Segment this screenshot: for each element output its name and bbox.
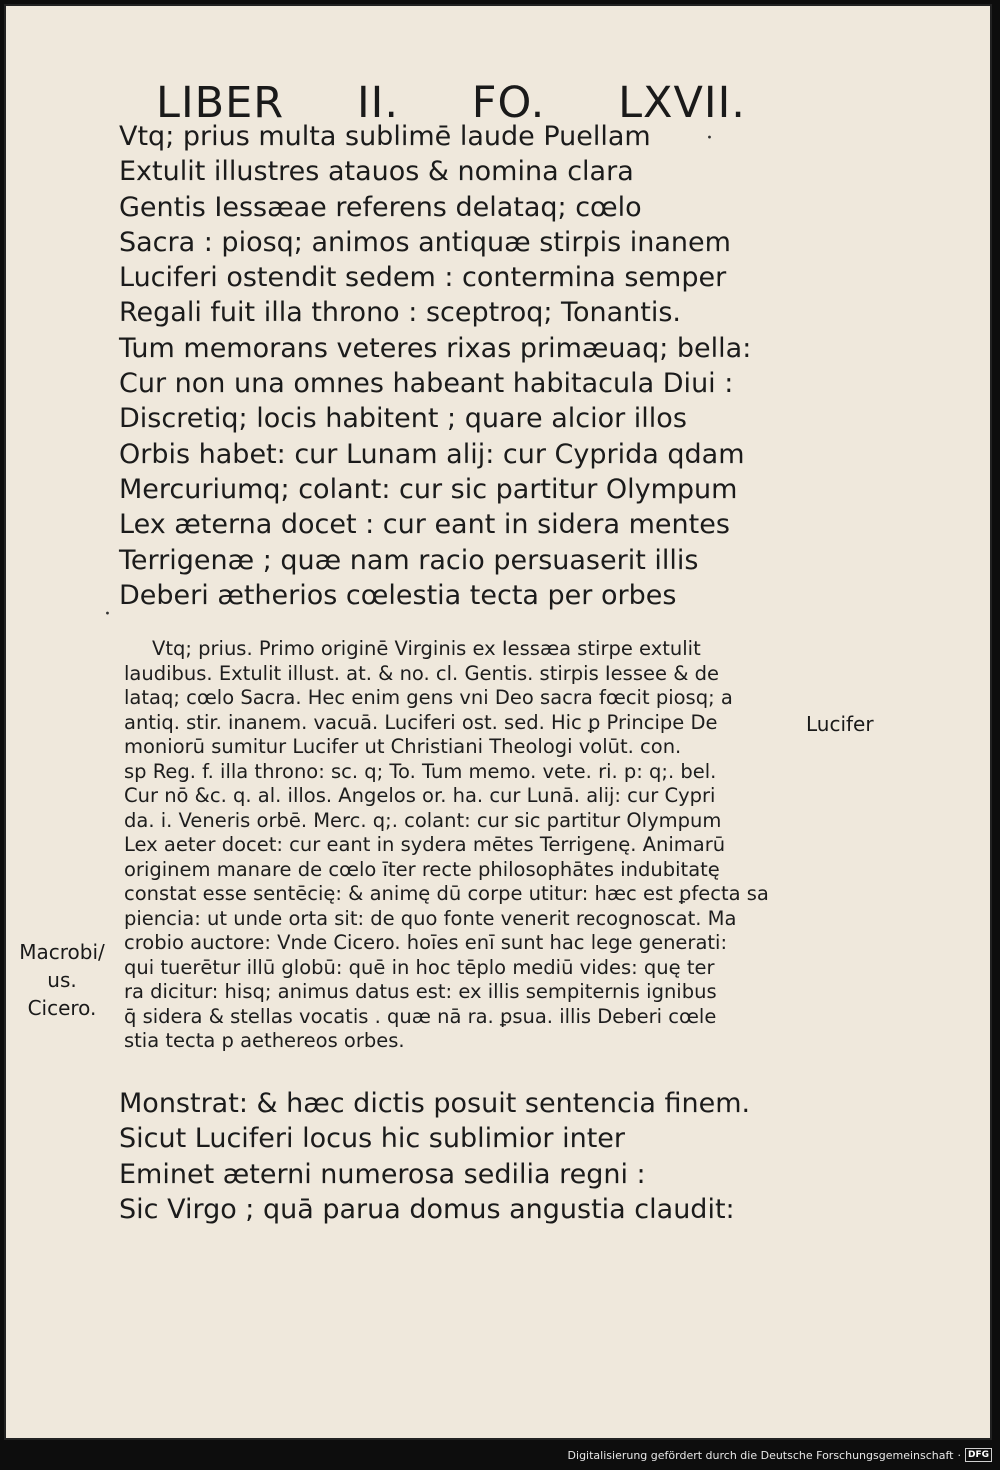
header-fo: FO.	[471, 78, 546, 128]
commentary-line: piencia: ut unde orta sit: de quo fonte venerit recognoscat. Ma	[124, 906, 737, 930]
commentary-line: Vtq; prius. Primo originē Virginis ex Iessæa stirpe extulit	[152, 637, 701, 660]
commentary-line: antiq. stir. inanem. vacuā. Luciferi ost. sed. Hic ꝑ Principe De	[124, 710, 718, 734]
commentary-line: Cur nō &c. q. al. illos. Angelos or. ha. cur Lunā. alij: cur Cypri	[124, 784, 716, 807]
digitization-footer	[568, 1448, 992, 1462]
marginal-note-line: Macrobi/	[19, 940, 105, 964]
verse-line: Luciferi ostendit sedem : contermina semper	[119, 262, 727, 294]
commentary-block	[124, 637, 769, 1054]
verse-block-top	[119, 119, 751, 613]
commentary-line: crobio auctore: Vnde Cicero. hoīes enī sunt hac lege generati:	[124, 931, 728, 954]
header-book-number: II.	[356, 78, 400, 128]
verse-line: Mercuriumq; colant: cur sic partitur Olympum	[119, 473, 738, 505]
printer-mark: ·	[706, 126, 713, 151]
verse-line: Vtq; prius multa sublimē laude Puellam	[119, 121, 651, 152]
commentary-line: sp Reg. f. illa throno: sc. q; To. Tum memo. vete. ri. p: q;. bel.	[124, 759, 717, 783]
verse-line: Tum memorans veteres rixas primæuaq; bella:	[119, 332, 752, 364]
verse-line: Sic Virgo ; quā parua domus angustia claudit:	[119, 1193, 735, 1225]
verse-line: Monstrat: & hæc dictis posuit sentencia finem.	[119, 1088, 751, 1119]
commentary-line: da. i. Veneris orbē. Merc. q;. colant: cur sic partitur Olympum	[124, 808, 722, 832]
verse-line: Lex æterna docet : cur eant in sidera mentes	[119, 509, 730, 541]
verse-line: Discretiq; locis habitent ; quare alcior illos	[119, 403, 687, 435]
verse-line: Deberi ætherios cœlestia tecta per orbes	[119, 579, 677, 611]
verse-line: Orbis habet: cur Lunam alij: cur Cyprida qdam	[119, 438, 745, 470]
verse-line: Regali fuit illa throno : sceptroq; Tonantis.	[119, 297, 681, 329]
dfg-logo-icon: DFG	[965, 1448, 992, 1462]
commentary-line: stia tecta p aethereos orbes.	[124, 1029, 405, 1052]
marginal-note-right: Lucifer	[806, 712, 874, 736]
commentary-line: qui tuerētur illū globū: quē in hoc tēplo mediū vides: quę ter	[124, 955, 715, 979]
verse-line: Cur non una omnes habeant habitacula Diui :	[119, 368, 734, 400]
verse-line: Eminet æterni numerosa sedilia regni :	[119, 1158, 646, 1190]
verse-line: Extulit illustres atauos & nomina clara	[119, 156, 634, 188]
marginal-note-line: us.	[47, 968, 77, 992]
verse-line: Sicut Luciferi locus hic sublimior inter	[119, 1123, 625, 1155]
footer-separator: ·	[957, 1448, 961, 1462]
verse-line: Sacra : piosq; animos antiquæ stirpis inanem	[119, 226, 731, 258]
footer-credit: Digitalisierung gefördert durch die Deutsche Forschungsgemeinschaft	[567, 1448, 954, 1462]
commentary-line: originem manare de cœlo īter recte philosophātes indubitatę	[124, 857, 720, 881]
commentary-line: lataq; cœlo Sacra. Hec enim gens vni Deo sacra fœcit piosq; a	[124, 686, 733, 709]
commentary-line: Lex aeter docet: cur eant in sydera mētes Terrigenę. Animarū	[124, 833, 726, 856]
header-folio-number: LXVII.	[618, 78, 746, 128]
commentary-line: constat esse sentēcię: & animę dū corpe utitur: hæc est ꝑfecta sa	[124, 882, 769, 905]
commentary-line: laudibus. Extulit illust. at. & no. cl. Gentis. stirpis Iessee & de	[124, 661, 719, 685]
verse-line: Gentis Iessæae referens delataq; cœlo	[119, 191, 642, 223]
book-page	[4, 4, 992, 1440]
header-liber: LIBER	[156, 78, 285, 128]
verse-block-bottom	[119, 1086, 750, 1227]
marginal-note-line: Cicero.	[27, 996, 97, 1020]
verse-line: Terrigenæ ; quæ nam racio persuaserit illis	[119, 544, 699, 576]
commentary-line: moniorū sumitur Lucifer ut Christiani Theologi volūt. con.	[124, 735, 682, 758]
marginal-note-left	[8, 938, 116, 1022]
printer-mark: ·	[104, 602, 111, 627]
commentary-line: ra dicitur: hisq; animus datus est: ex illis sempiternis ignibus	[124, 980, 717, 1003]
commentary-line: q̄ sidera & stellas vocatis . quæ nā ra. ꝑsua. illis Deberi cœle	[124, 1004, 717, 1028]
